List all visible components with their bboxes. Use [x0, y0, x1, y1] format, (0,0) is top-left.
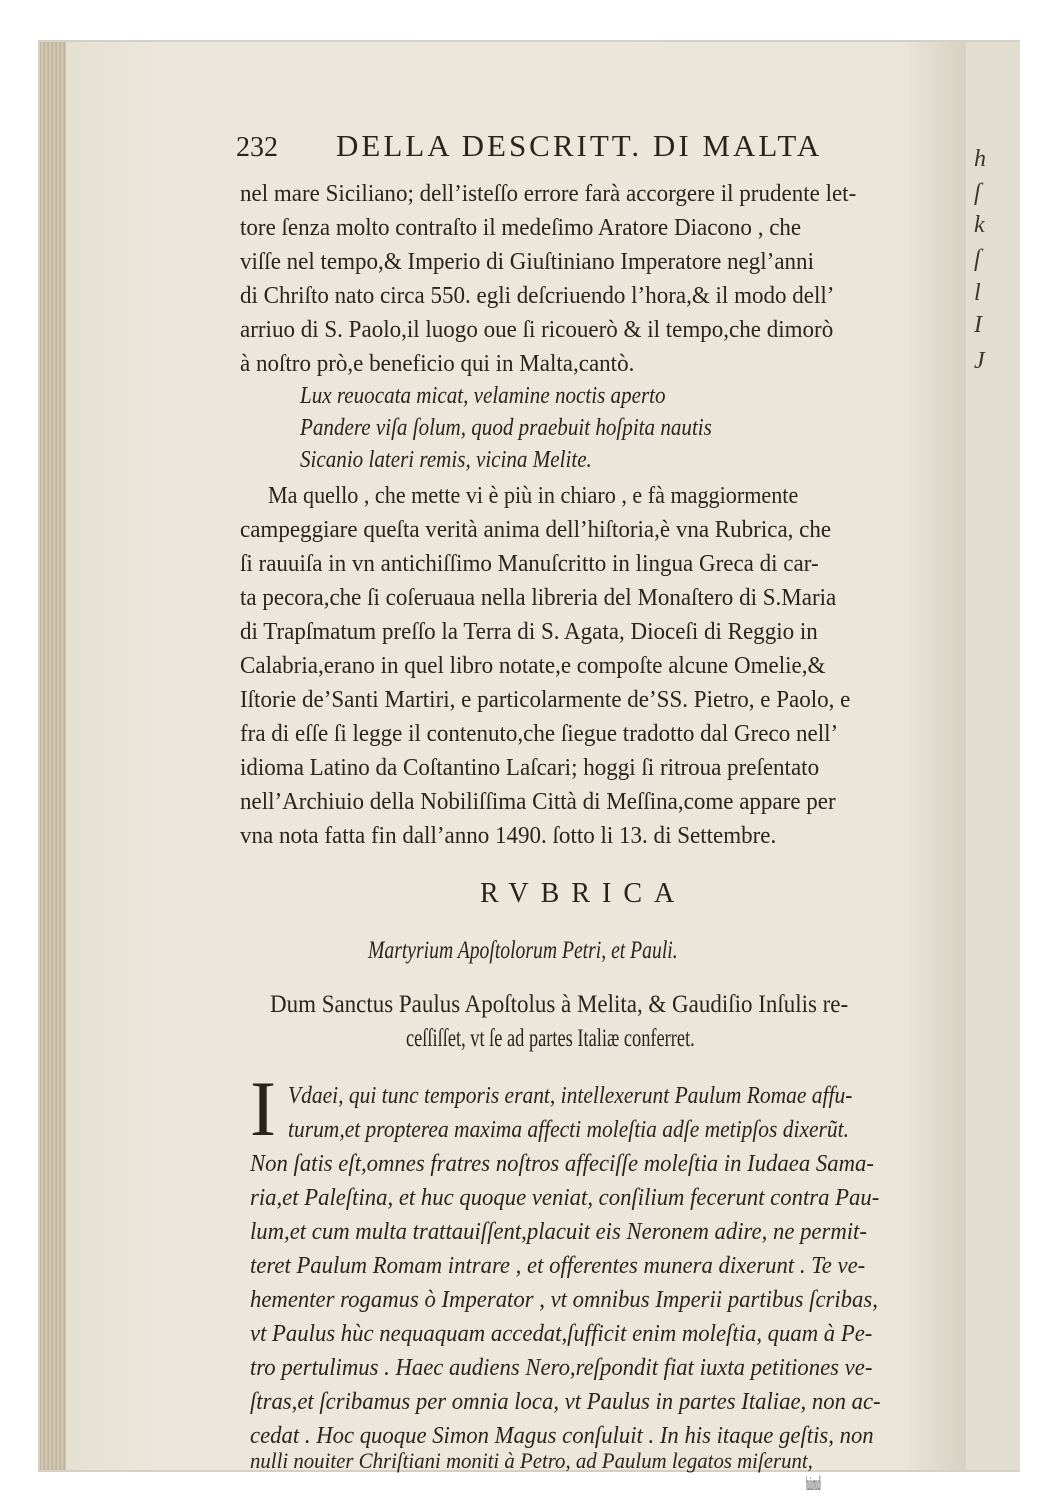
text-line: fra di eſſe ſi legge il contenuto,che ſiegue tradotto dal Greco nell’ [240, 721, 839, 747]
rubrica-heading: RVBRICA [480, 878, 687, 909]
latin-line: teret Paulum Romam intrare , et offerentes munera dixerunt . Te ve- [250, 1253, 866, 1279]
page-header [236, 128, 836, 172]
rubrica-intro-line: Dum Sanctus Paulus Apoſtolus à Melita, & Gaudiſio Inſulis re- [270, 991, 849, 1018]
text-line: tore ſenza molto contraſto il medeſimo Aratore Diacono , che [240, 215, 802, 241]
latin-line: ſtras,et ſcribamus per omnia loca, vt Paulus in partes Italiae, non ac- [250, 1389, 881, 1415]
latin-line: tro pertulimus . Haec audiens Nero,reſpondit fiat iuxta petitiones ve- [250, 1355, 873, 1381]
text-line: ta pecora,che ſi coſeruaua nella libreria del Monaſtero di S.Maria [240, 585, 837, 611]
text-line: vna nota fatta fin dall’anno 1490. ſotto li 13. di Settembre. [240, 823, 777, 849]
latin-line: nulli nouiter Chriſtiani moniti à Petro, ad Paulum legatos miſerunt, [250, 1448, 813, 1473]
verse-line: Sicanio lateri remis, vicina Melite. [300, 447, 592, 473]
adjacent-page-letter: ſ [974, 246, 981, 272]
latin-line: vt Paulus hùc nequaquam accedat,ſufficit enim moleſtia, quam à Pe- [250, 1321, 873, 1347]
text-line: nell’Archiuio della Nobiliſſima Città di Meſſina,come appare per [240, 789, 836, 815]
latin-line: Non ſatis eſt,omnes fratres noſtros affeciſſe moleſtia in Iudaea Sama- [250, 1151, 874, 1177]
latin-line: lum,et cum multa trattauiſſent,placuit eis Neronem adire, ne permit- [250, 1219, 867, 1245]
page-number: 232 [236, 132, 278, 163]
text-line: Iſtorie de’Santi Martiri, e particolarmente de’SS. Pietro, e Paolo, e [240, 687, 851, 713]
adjacent-page-letter: ſ [974, 180, 981, 206]
latin-line: Vdaei, qui tunc temporis erant, intellexerunt Paulum Romae affu- [288, 1083, 853, 1109]
adjacent-page-edge [966, 42, 1020, 1470]
latin-line: ria,et Paleſtina, et huc quoque veniat, conſilium fecerunt contra Pau- [250, 1185, 880, 1211]
text-line: arriuo di S. Paolo,il luogo oue ſi ricouerò & il tempo,che dimorò [240, 317, 834, 343]
text-line: Ma quello , che mette vi è più in chiaro , e fà maggiormente [268, 483, 799, 509]
adjacent-page-letter: l [974, 280, 981, 306]
text-line: idioma Latino da Coſtantino Laſcari; hoggi ſi ritroua preſentato [240, 755, 820, 781]
latin-line: cedat . Hoc quoque Simon Magus conſuluit . In his itaque geſtis, non [250, 1423, 874, 1449]
text-line: ſi rauuiſa in vn antichiſſimo Manuſcritto in lingua Greca di car- [240, 551, 819, 577]
text-line: Calabria,erano in quel libro notate,e compoſte alcune Omelie,& [240, 653, 826, 679]
verse-line: Pandere viſa ſolum, quod praebuit hoſpita nautis [300, 415, 712, 441]
catchword: huiumodi [806, 1473, 821, 1495]
drop-cap: I [250, 1065, 276, 1152]
latin-line: hementer rogamus ò Imperator , vt omnibus Imperii partibus ſcribas, [250, 1287, 878, 1313]
text-line: di Chriſto nato circa 550. egli deſcriuendo l’hora,& il modo dell’ [240, 283, 835, 309]
adjacent-page-letter: h [974, 146, 986, 172]
rubrica-subtitle: Martyrium Apoſtolorum Petri, et Pauli. [368, 937, 678, 964]
text-line: di Trapſmatum preſſo la Terra di S. Agata, Dioceſi di Reggio in [240, 619, 818, 645]
rubrica-intro-line: ceſſiſſet, vt ſe ad partes Italiæ conferret. [406, 1025, 695, 1052]
text-line: campeggiare queſta verità anima dell’hiſtoria,è vna Rubrica, che [240, 517, 832, 543]
text-line: nel mare Siciliano; dell’isteſſo errore farà accorgere il prudente let- [240, 181, 857, 207]
adjacent-page-letter: k [974, 212, 985, 238]
page-fore-edge [40, 42, 66, 1470]
text-line: viſſe nel tempo,& Imperio di Giuſtiniano Imperatore negl’anni [240, 249, 814, 275]
latin-line: turum,et propterea maxima affecti moleſtia adſe metipſos dixerũt. [288, 1117, 849, 1143]
text-line: à noſtro prò,e beneficio qui in Malta,cantò. [240, 351, 635, 377]
adjacent-page-letter: J [974, 348, 985, 374]
verse-line: Lux reuocata micat, velamine noctis aperto [300, 383, 666, 409]
adjacent-page-letter: I [974, 312, 982, 338]
running-head: DELLA DESCRITT. DI MALTA [336, 128, 823, 163]
